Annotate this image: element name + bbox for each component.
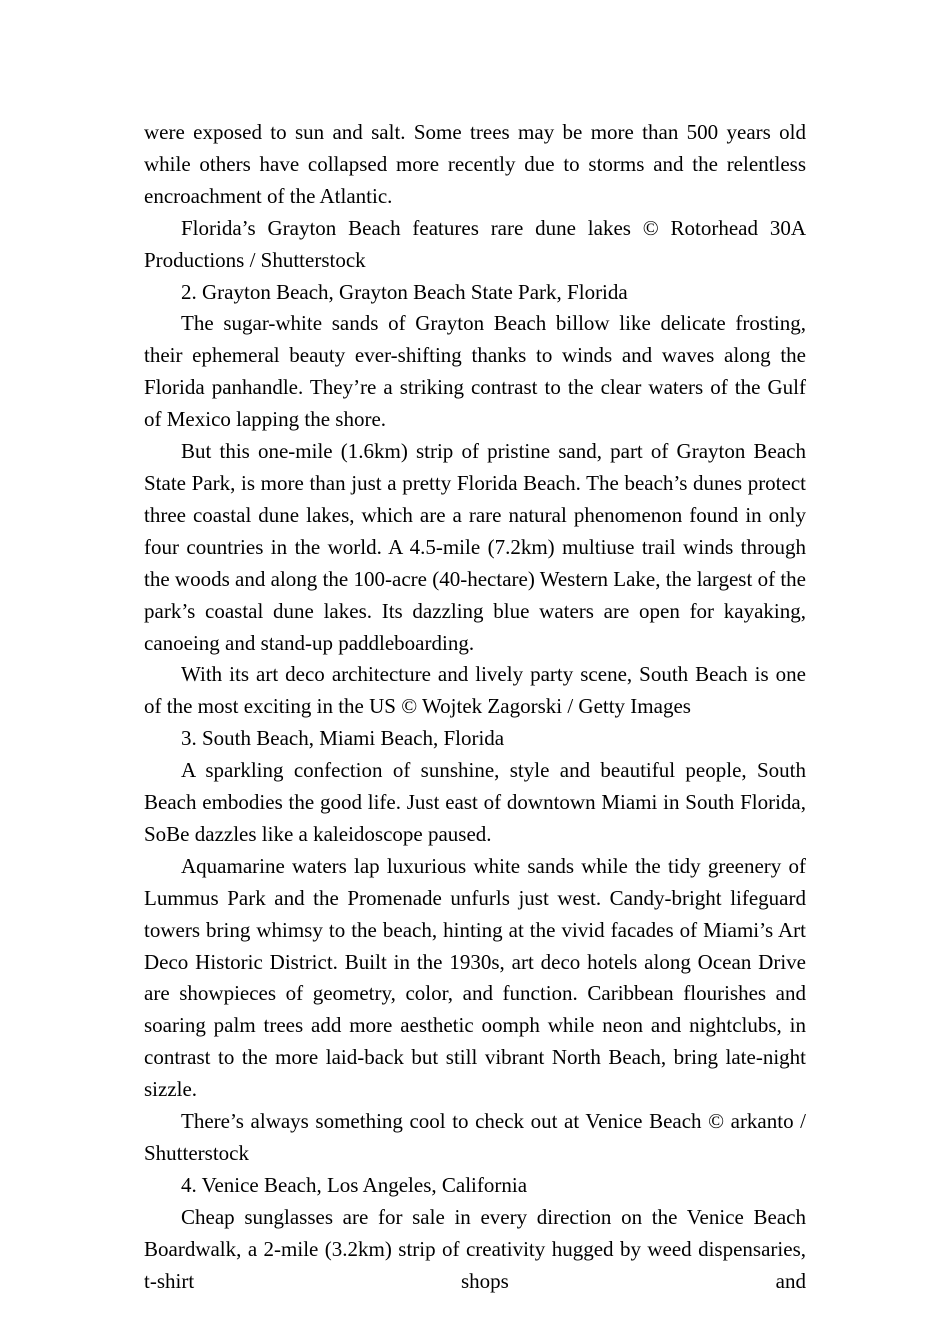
image-caption-grayton-beach: Florida’s Grayton Beach features rare dune lakes © Rotorhead 30A Productions / Shutterstock [144,215,806,272]
paragraph-south-beach-detail: Aquamarine waters lap luxurious white sands while the tidy greenery of Lummus Park and the Promenade unfurls just west. Candy-bright lifeguard towers bring whimsy to the beach, hinting at the vivid facades of Miami’s Art Deco Historic District. Built in the 1930s, art deco hotels along Ocean Drive are showpieces of geometry, color, and function. Caribbean flourishes and soaring palm trees add more aesthetic oomph while neon and nightclubs, in contrast to the more laid-back but still vibrant North Beach, bring late-night sizzle. [144,853,806,1102]
paragraph-live-oaks-continuation: were exposed to sun and salt. Some trees may be more than 500 years old while others have collapsed more recently due to storms and the relentless encroachment of the Atlantic. [144,120,806,208]
paragraph-grayton-dune-lakes: But this one-mile (1.6km) strip of pristine sand, part of Grayton Beach State Park, is more than just a pretty Florida Beach. The beach’s dunes protect three coastal dune lakes, which are a rare natural phenomenon found in only four countries in the world. A 4.5-mile (7.2km) multiuse trail winds through the woods and along the 100-acre (40-hectare) Western Lake, the largest of the park’s coastal dune lakes. Its dazzling blue waters are open for kayaking, canoeing and stand-up paddleboarding. [144,439,806,655]
list-heading-grayton-beach: 2. Grayton Beach, Grayton Beach State Park, Florida [181,279,628,304]
list-heading-venice-beach: 4. Venice Beach, Los Angeles, California [181,1172,528,1197]
document-text-block [144,117,806,1298]
image-caption-south-beach: With its art deco architecture and lively party scene, South Beach is one of the most exciting in the US © Wojtek Zagorski / Getty Images [144,662,806,719]
list-heading-south-beach: 3. South Beach, Miami Beach, Florida [181,726,505,751]
paragraph-grayton-sands: The sugar-white sands of Grayton Beach billow like delicate frosting, their ephemeral beauty ever-shifting thanks to winds and waves along the Florida panhandle. They’re a striking contrast to the clear waters of the Gulf of Mexico lapping the shore. [144,311,806,432]
image-caption-venice-beach: There’s always something cool to check out at Venice Beach © arkanto / Shutterstock [144,1109,806,1165]
paragraph-venice-boardwalk: Cheap sunglasses are for sale in every direction on the Venice Beach Boardwalk, a 2-mile (3.2km) strip of creativity hugged by weed dispensaries, t-shirt shops and [144,1204,806,1293]
paragraph-south-beach-intro: A sparkling confection of sunshine, style and beautiful people, South Beach embodies the good life. Just east of downtown Miami in South Florida, SoBe dazzles like a kaleidoscope paused. [144,758,806,846]
